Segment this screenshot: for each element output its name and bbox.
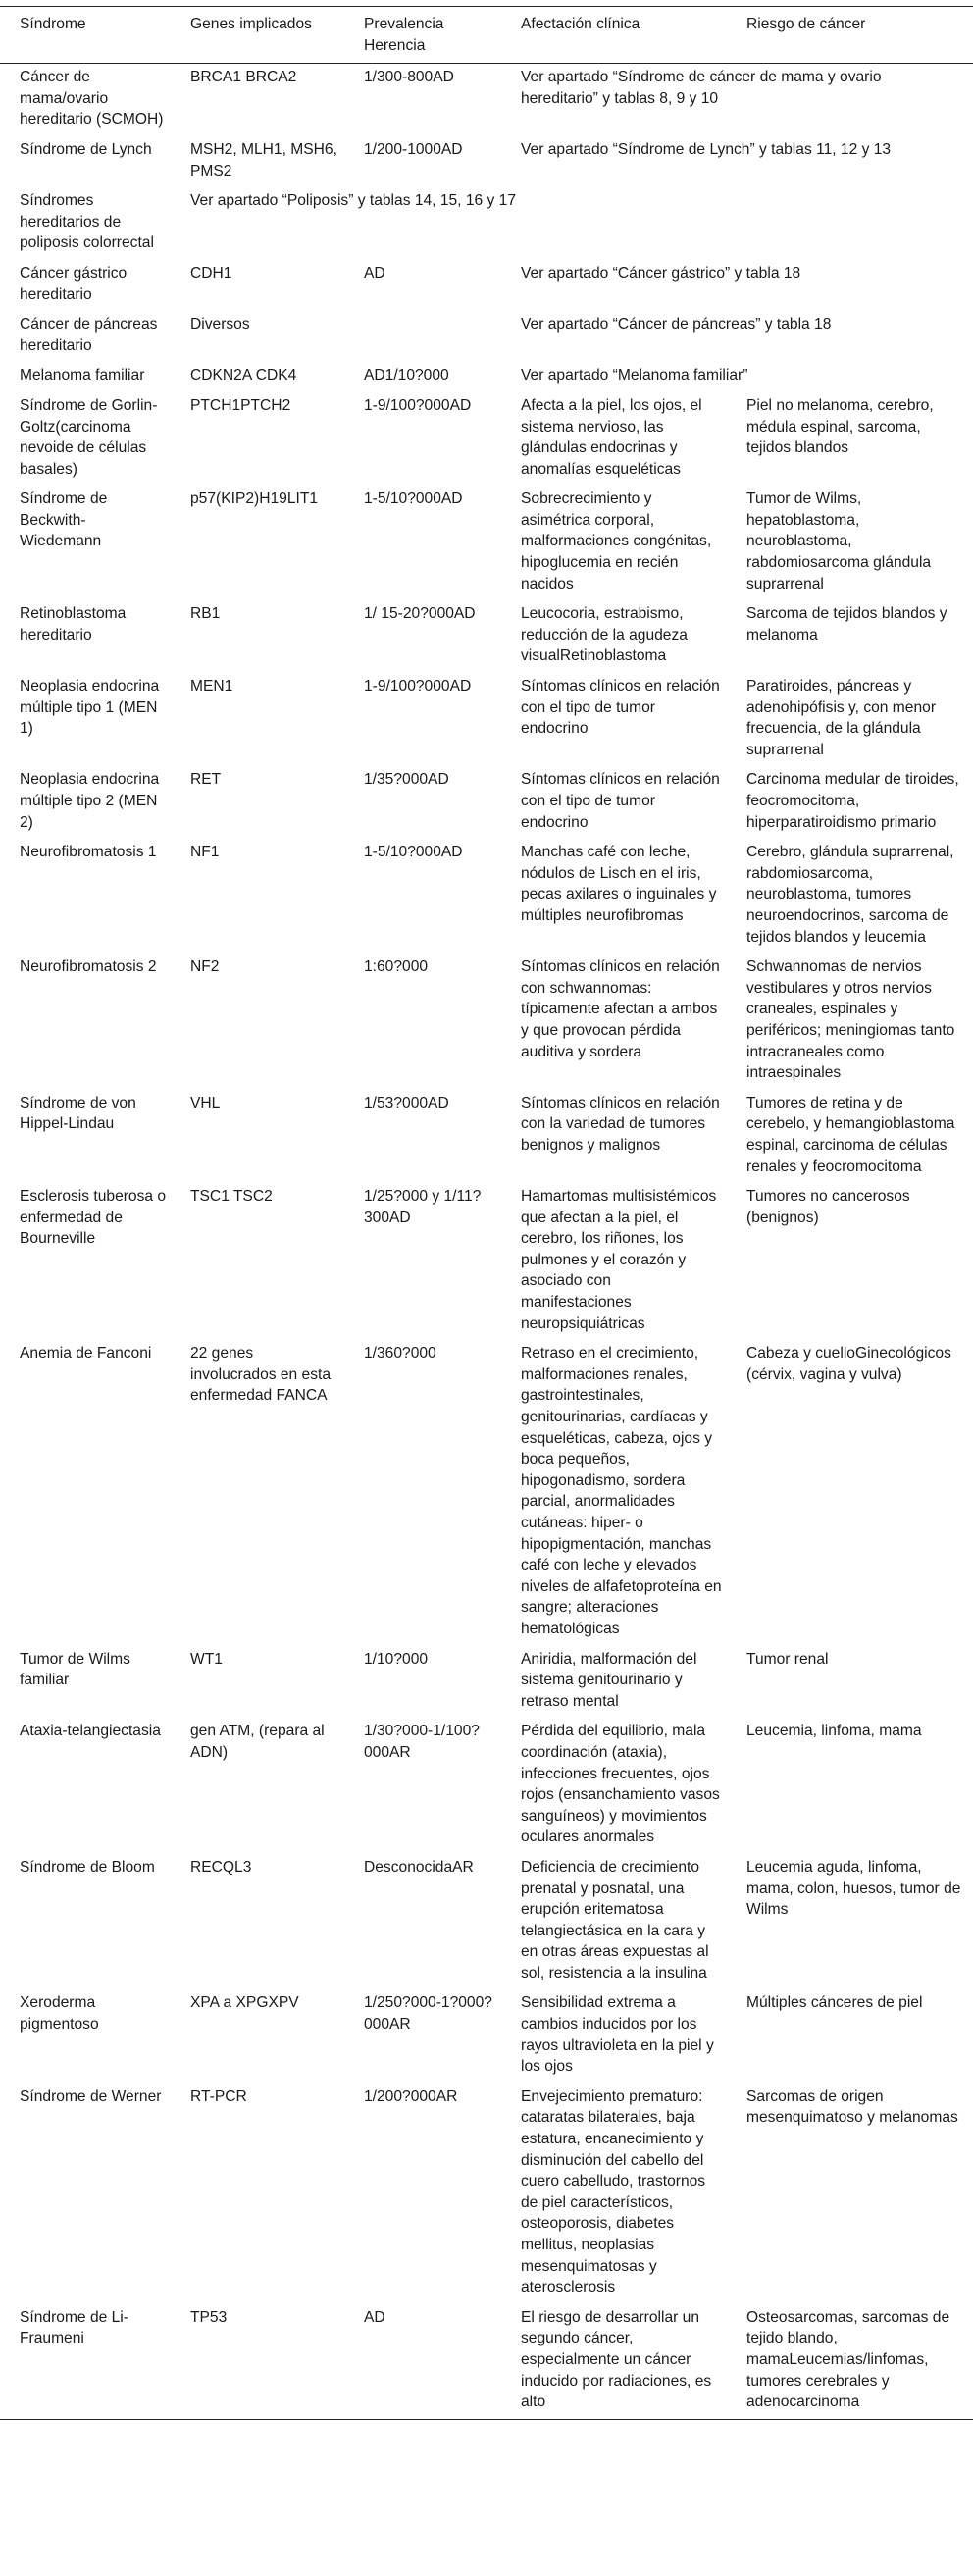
table-row [0,187,973,260]
cell-clinical: Sensibilidad extrema a cambios inducidos por los rayos ultravioleta en la piel y los ojos [521,1994,714,2076]
cell-genes: MSH2, MLH1, MSH6, PMS2 [190,140,337,180]
cell-risk: Osteosarcomas, sarcomas de tejido blando, mamaLeucemias/linfomas, tumores cerebrales y adenocarcinoma [735,2304,973,2419]
cell-risk: Piel no melanoma, cerebro, médula espinal, sarcoma, tejidos blandos [746,396,934,457]
cell-genes: RECQL3 [190,1858,252,1876]
table-row [0,362,973,392]
cell-syndrome: Cáncer de mama/ovario hereditario (SCMOH) [20,69,164,129]
cell-genes: Diversos [190,316,250,334]
cell-risk: Carcinoma medular de tiroides, feocromocitoma, hiperparatiroidismo primario [746,771,959,831]
cell-syndrome: Esclerosis tuberosa o enfermedad de Bourneville [20,1188,167,1248]
cell-prevalence: 1/ 15-20?000AD [364,605,476,623]
table-row [0,1090,973,1183]
cell-genes: TSC1 TSC2 [190,1188,273,1206]
table-row [0,64,973,136]
cell-syndrome: Neoplasia endocrina múltiple tipo 2 (MEN 2) [20,771,160,831]
table-row [0,1854,973,1990]
table-row [0,2084,973,2304]
table-row [0,1646,973,1719]
table-row [0,311,973,362]
table-row [0,1183,973,1340]
cell-prevalence: 1/200-1000AD [364,140,463,158]
cell-clinical: El riesgo de desarrollar un segundo cáncer, especialmente un cáncer inducido por radiaciones, es alto [509,2304,735,2419]
table-row [0,1989,973,2083]
cell-syndrome: Cáncer de páncreas hereditario [20,316,158,354]
cell-clinical: Envejecimiento prematuro: cataratas bilaterales, baja estatura, encanecimiento y disminución del cabello del cuero cabelludo, trastornos de piel característicos, osteoporosis, diabetes mellitus, neoplasias mesenquimatosas y aterosclerosis [521,2087,706,2296]
cell-genes: PTCH1PTCH2 [190,396,291,414]
cell-prevalence: 1-9/100?000AD [364,678,472,696]
cell-clinical: Leucocoria, estrabismo, reducción de la agudeza visualRetinoblastoma [521,605,688,665]
cell-prevalence: 1-5/10?000AD [364,844,463,861]
cell-risk: Paratiroides, páncreas y adenohipófisis y, con menor frecuencia, de la glándula suprarrenal [746,678,937,758]
cell-syndrome: Síndrome de Lynch [20,140,152,158]
cell-clinical: Aniridia, malformación del sistema genitourinario y retraso mental [521,1650,697,1710]
cell-genes: NF2 [190,958,220,976]
cell-syndrome: Cáncer gástrico hereditario [20,264,128,303]
cell-prevalence: 1/30?000-1/100?000AR [364,1723,480,1761]
cell-syndrome: Síndromes hereditarios de poliposis colorrectal [20,192,154,252]
cell-syndrome: Tumor de Wilms familiar [20,1650,130,1689]
cell-clinical: Retraso en el crecimiento, malformaciones renales, gastrointestinales, genitourinarias, cardíacas y esqueléticas, cabeza, ojos y boca pequeños, hipogonadismo, sordera parcial, anormalidades cutáneas: hiper- o hipopigmentación, manchas café con leche y elevados niveles de alfafetoproteína en sangre; alteraciones hematológicas [521,1345,722,1637]
cell-prevalence: DesconocidaAR [364,1858,474,1876]
cell-clinical: Ver apartado “Síndrome de cáncer de mama y ovario hereditario” y tablas 8, 9 y 10 [521,69,882,107]
cell-risk: Schwannomas de nervios vestibulares y otros nervios craneales, espinales y periféricos; meningiomas tanto intracraneales como intraespinales [746,958,955,1082]
cell-genes: BRCA1 BRCA2 [190,69,297,86]
table-row [0,136,973,187]
table-row [0,600,973,673]
cell-prevalence: AD [364,264,385,282]
cell-genes: TP53 [179,2304,352,2419]
cell-syndrome: Neurofibromatosis 2 [20,958,157,976]
cell-clinical: Síntomas clínicos en relación con schwannomas: típicamente afectan a ambos y que provocan pérdida auditiva y sordera [521,958,720,1060]
cell-prevalence: 1/35?000AD [364,771,449,789]
cell-risk: Múltiples cánceres de piel [746,1994,923,2012]
cell-clinical: Pérdida del equilibrio, mala coordinación (ataxia), infecciones frecuentes, ojos rojos (ensanchamiento vasos sanguíneos) y movimientos oculares anormales [521,1723,720,1846]
cell-syndrome: Síndrome de Bloom [20,1858,155,1876]
cell-clinical: Síntomas clínicos en relación con la variedad de tumores benignos y malignos [521,1094,720,1154]
table-row [0,486,973,600]
cell-syndrome: Síndrome de Beckwith-Wiedemann [20,490,108,550]
cell-clinical: Hamartomas multisistémicos que afectan a la piel, el cerebro, los riñones, los pulmones y el corazón y asociado con manifestaciones neuropsiquiátricas [521,1188,717,1332]
cell-syndrome: Síndrome de Li-Fraumeni [0,2304,179,2419]
cell-clinical: Ver apartado “Melanoma familiar” [521,367,748,385]
cell-prevalence: 1/25?000 y 1/11?300AD [364,1188,482,1226]
cell-prevalence: 1/200?000AR [364,2087,458,2105]
cell-genes: CDH1 [190,264,232,282]
cell-syndrome: Retinoblastoma hereditario [20,605,127,644]
cell-risk [735,187,973,260]
cell-risk: Cabeza y cuelloGinecológicos (cérvix, vagina y vulva) [746,1345,951,1383]
cell-clinical: Ver apartado “Cáncer de páncreas” y tabla 18 [521,316,832,334]
cell-genes: 22 genes involucrados en esta enfermedad FANCA [190,1345,332,1405]
cell-syndrome: Síndrome de Werner [20,2087,162,2105]
cell-prevalence: 1/250?000-1?000?000AR [364,1994,492,2034]
cell-risk: Sarcoma de tejidos blandos y melanoma [746,605,947,644]
cell-risk: Tumor renal [746,1650,829,1668]
cell-genes: CDKN2A CDK4 [190,367,297,385]
table-row [0,839,973,953]
header-prevalence: Prevalencia Herencia [352,7,509,64]
cell-prevalence: 1/300-800AD [364,69,454,86]
cell-genes: p57(KIP2)H19LIT1 [190,490,319,508]
cell-syndrome: Ataxia-telangiectasia [20,1723,161,1740]
cell-clinical: Síntomas clínicos en relación con el tipo de tumor endocrino [521,771,720,831]
cell-risk: Tumores no cancerosos (benignos) [746,1188,910,1226]
cell-clinical: Ver apartado “Cáncer gástrico” y tabla 18 [521,264,801,282]
cell-syndrome: Neoplasia endocrina múltiple tipo 1 (MEN 1) [20,678,160,738]
cell-syndrome: Neurofibromatosis 1 [20,844,157,861]
cell-genes: VHL [190,1094,221,1111]
cell-prevalence: 1/10?000 [364,1650,429,1668]
header-clinical: Afectación clínica [509,7,735,64]
cell-genes: RB1 [190,605,221,623]
cell-genes: RET [190,771,222,789]
cell-genes: RT-PCR [190,2087,247,2105]
cell-syndrome: Síndrome de Gorlin-Goltz(carcinoma nevoide de células basales) [20,396,158,478]
cell-risk: Leucemia aguda, linfoma, mama, colon, huesos, tumor de Wilms [746,1858,961,1919]
cell-risk: Sarcomas de origen mesenquimatoso y melanomas [746,2087,958,2127]
cell-syndrome: Anemia de Fanconi [20,1345,152,1363]
cell-syndrome: Síndrome de von Hippel-Lindau [20,1094,136,1133]
cell-clinical: Ver apartado “Síndrome de Lynch” y tablas 11, 12 y 13 [521,140,892,158]
cell-prevalence: 1-9/100?000AD [364,396,472,414]
table-row [0,1340,973,1645]
cell-syndrome: Melanoma familiar [20,367,145,385]
cell-prevalence: AD [352,2304,509,2419]
syndromes-table [0,6,973,2420]
cell-clinical: Sobrecrecimiento y asimétrica corporal, malformaciones congénitas, hipoglucemia en recién nacidos [521,490,712,592]
cell-clinical: Síntomas clínicos en relación con el tipo de tumor endocrino [521,678,720,738]
table-row [0,953,973,1090]
cell-genes: WT1 [190,1650,223,1668]
cell-clinical: Manchas café con leche, nódulos de Lisch en el iris, pecas axilares o inguinales y múltiples neurofibromas [521,844,717,924]
header-syndrome: Síndrome [0,7,179,64]
cell-risk: Tumores de retina y de cerebelo, y hemangioblastoma espinal, carcinoma de células renales y feocromocitoma [746,1094,955,1175]
cell-prevalence: 1/360?000 [364,1345,436,1363]
cell-prevalence [352,311,509,362]
cell-genes: NF1 [190,844,220,861]
table-row [0,766,973,839]
cell-prevalence: 1-5/10?000AD [364,490,463,508]
table-row [0,2304,973,2419]
cell-genes: XPA a XPGXPV [190,1994,299,2012]
cell-clinical: Afecta a la piel, los ojos, el sistema nervioso, las glándulas endocrinas y anomalías esqueléticas [521,396,702,478]
cell-syndrome: Xeroderma pigmentoso [20,1994,99,2034]
cell-genes: Ver apartado “Poliposis” y tablas 14, 15, 16 y 17 [190,192,516,210]
cell-clinical: Deficiencia de crecimiento prenatal y posnatal, una erupción eritematosa telangiectásica en la cara y en otras áreas expuestas al sol, resistencia a la insulina [521,1858,709,1982]
cell-prevalence: 1/53?000AD [364,1094,449,1111]
cell-risk: Leucemia, linfoma, mama [746,1723,922,1740]
table-row [0,673,973,766]
header-genes: Genes implicados [179,7,352,64]
cell-genes: gen ATM, (repara al ADN) [190,1723,325,1761]
cell-risk: Cerebro, glándula suprarrenal, rabdomiosarcoma, neuroblastoma, tumores neuroendocrinos, sarcoma de tejidos blandos y leucemia [746,844,954,946]
cell-clinical [509,187,735,260]
cell-prevalence: 1:60?000 [364,958,429,976]
cell-genes: MEN1 [190,678,233,696]
table-row [0,260,973,311]
cell-risk: Tumor de Wilms, hepatoblastoma, neuroblastoma, rabdomiosarcoma glándula suprarrenal [746,490,932,592]
table-row [0,1718,973,1854]
table-header-row [0,7,973,64]
header-risk: Riesgo de cáncer [735,7,973,64]
table-row [0,392,973,486]
cell-prevalence: AD1/10?000 [364,367,449,385]
